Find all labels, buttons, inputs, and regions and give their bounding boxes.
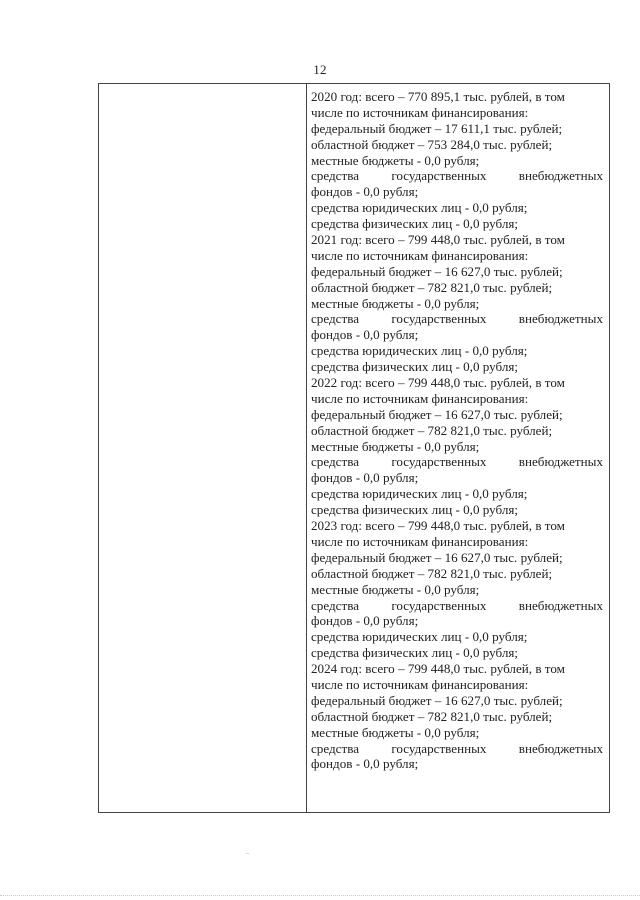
funding-text-line: областной бюджет – 782 821,0 тыс. рублей; <box>311 708 553 724</box>
funding-text-line: средства государственных внебюджетных <box>311 311 603 327</box>
funding-text-line: средства физических лиц - 0,0 рубля; <box>311 645 519 661</box>
funding-text-line: фондов - 0,0 рубля; <box>311 756 419 772</box>
funding-text-line: средства физических лиц - 0,0 рубля; <box>311 216 519 232</box>
funding-text-line: средства юридических лиц - 0,0 рубля; <box>311 629 528 645</box>
funding-text-line: средства государственных внебюджетных <box>311 168 603 184</box>
funding-text-line: 2022 год: всего – 799 448,0 тыс. рублей, в том <box>311 375 565 391</box>
funding-text-line: фондов - 0,0 рубля; <box>311 327 419 343</box>
funding-text-line: 2020 год: всего – 770 895,1 тыс. рублей, в том <box>311 89 565 104</box>
funding-text-line: средства юридических лиц - 0,0 рубля; <box>311 200 528 216</box>
funding-text-line: числе по источникам финансирования: <box>311 676 529 692</box>
funding-text-line: числе по источникам финансирования: <box>311 533 529 549</box>
funding-text-line: средства физических лиц - 0,0 рубля; <box>311 359 519 375</box>
funding-text-line: средства государственных внебюджетных <box>311 740 603 756</box>
funding-text-line: федеральный бюджет – 17 611,1 тыс. рублей; <box>311 120 563 136</box>
funding-text-line: 2023 год: всего – 799 448,0 тыс. рублей, в том <box>311 518 565 534</box>
funding-text-line: местные бюджеты - 0,0 рубля; <box>311 295 480 311</box>
funding-text-line: местные бюджеты - 0,0 рубля; <box>311 152 480 168</box>
funding-text-line: федеральный бюджет – 16 627,0 тыс. рублей; <box>311 549 563 565</box>
table-right-cell <box>311 89 603 772</box>
funding-text-line: федеральный бюджет – 16 627,0 тыс. рублей; <box>311 406 563 422</box>
scan-edge-line <box>0 895 640 896</box>
funding-text-line: 2021 год: всего – 799 448,0 тыс. рублей, в том <box>311 232 565 248</box>
funding-text-line: числе по источникам финансирования: <box>311 247 529 263</box>
scan-speck <box>246 853 249 854</box>
funding-text-line: федеральный бюджет – 16 627,0 тыс. рублей; <box>311 692 563 708</box>
funding-text-line: средства юридических лиц - 0,0 рубля; <box>311 343 528 359</box>
funding-text-line: средства физических лиц - 0,0 рубля; <box>311 502 519 518</box>
funding-text-line: областной бюджет – 782 821,0 тыс. рублей; <box>311 565 553 581</box>
funding-text-line: областной бюджет – 753 284,0 тыс. рублей; <box>311 136 553 152</box>
table-left-cell <box>99 84 307 812</box>
funding-text-line: федеральный бюджет – 16 627,0 тыс. рублей; <box>311 263 563 279</box>
funding-text-line: средства юридических лиц - 0,0 рубля; <box>311 486 528 502</box>
funding-table <box>98 83 610 813</box>
funding-text-line: местные бюджеты - 0,0 рубля; <box>311 581 480 597</box>
funding-text-line: областной бюджет – 782 821,0 тыс. рублей; <box>311 422 553 438</box>
funding-text-line: фондов - 0,0 рубля; <box>311 184 419 200</box>
funding-text-line: средства государственных внебюджетных <box>311 597 603 613</box>
funding-text-line: фондов - 0,0 рубля; <box>311 470 419 486</box>
funding-text-line: местные бюджеты - 0,0 рубля; <box>311 724 480 740</box>
funding-text-line: средства государственных внебюджетных <box>311 454 603 470</box>
funding-text-line: числе по источникам финансирования: <box>311 104 529 120</box>
page-number: 12 <box>313 62 327 77</box>
funding-text-line: областной бюджет – 782 821,0 тыс. рублей; <box>311 279 553 295</box>
funding-text-line: числе по источникам финансирования: <box>311 390 529 406</box>
funding-text-line: местные бюджеты - 0,0 рубля; <box>311 438 480 454</box>
funding-text-line: фондов - 0,0 рубля; <box>311 613 419 629</box>
funding-text-line: 2024 год: всего – 799 448,0 тыс. рублей, в том <box>311 661 565 677</box>
